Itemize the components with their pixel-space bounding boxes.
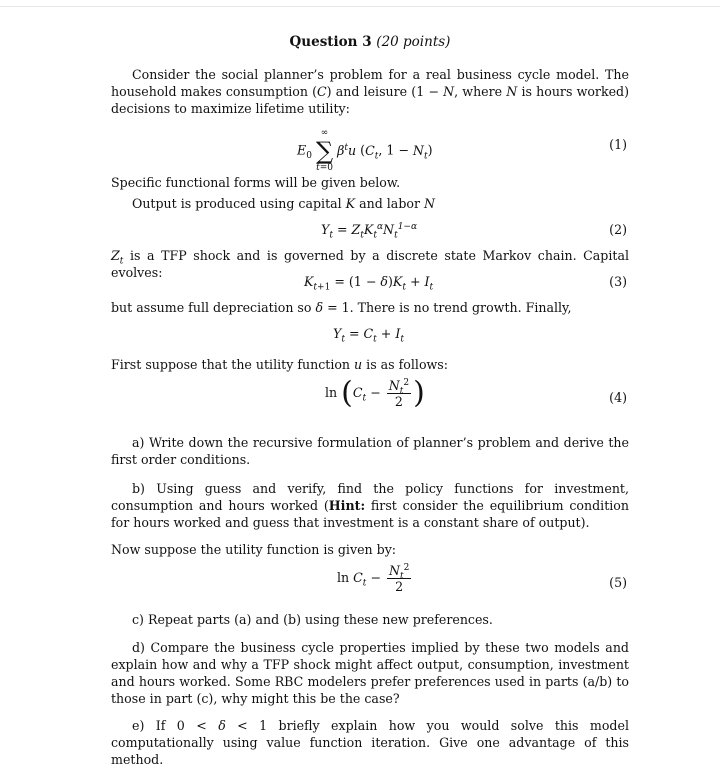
title-text: Question 3 xyxy=(289,34,372,50)
tfp-paragraph: $Z_t$ is a TFP shock and is governed by a discrete state Markov chain. Capital evolves: xyxy=(111,248,629,280)
part-d: d) Compare the business cycle properties implied by these two models and explain how and why a TFP shock might affect output, consumption, investment and hours worked. Some RBC modelers prefer preferences used in parts (a/b) to those in part (c), why might this be the case? xyxy=(111,640,629,706)
part-a: a) Write down the recursive formulation of planner’s problem and derive the first order conditions. xyxy=(111,435,629,467)
output-paragraph: Output is produced using capital K and labor N xyxy=(132,196,436,211)
equation-number-2: (2) xyxy=(609,222,627,237)
forms-paragraph: Specific functional forms will be given below. xyxy=(111,175,401,190)
depreciation-paragraph: but assume full depreciation so δ = 1. There is no trend growth. Finally, xyxy=(111,300,572,315)
equation-number-5: (5) xyxy=(609,575,627,590)
top-border xyxy=(0,6,720,7)
question-title xyxy=(111,34,629,51)
utility1-paragraph: First suppose that the utility function u is as follows: xyxy=(111,357,449,372)
part-e: e) If 0 < δ < 1 briefly explain how you would solve this model computationally using value function iteration. Give one advantage of this method. xyxy=(111,718,629,767)
equation-number-1: (1) xyxy=(609,137,627,152)
equation-number-4: (4) xyxy=(609,390,627,405)
equation-2: $Y_t = Z_tK_t^\alpha N_t^{1-\alpha}$ (2) xyxy=(321,221,627,241)
hint-label: Hint: xyxy=(328,498,366,513)
resource-constraint: $Y_t = C_t + I_t$ xyxy=(333,326,404,345)
equation-number-3: (3) xyxy=(609,274,627,289)
intro-paragraph: Consider the social planner’s problem for a real business cycle model. The household makes consumption (C) and leisure (1 − N, where N is hours worked) decisions to maximize lifetime utility: xyxy=(111,67,630,116)
part-b: b) Using guess and verify, find the policy functions for investment, consumption and hours worked (Hint: first consider the equilibrium condition for hours worked and guess that investment is a constant share of output). xyxy=(111,481,629,530)
title-points: (20 points) xyxy=(376,34,451,50)
equation-4: $\ln (C_t$ − $\frac{N_t^2}{2}$ ) (4) xyxy=(325,375,627,411)
part-c: c) Repeat parts (a) and (b) using these new preferences. xyxy=(132,612,493,627)
equation-3: $K_{t+1} = (1 - \delta)K_t + I_t$ (3) xyxy=(304,274,627,293)
utility2-paragraph: Now suppose the utility function is given by: xyxy=(111,542,397,557)
equation-1: $E_0$ ∞ ∑ t=0 $\beta^tu$ ($C_t$, $1 - N_t$) (1) xyxy=(297,128,627,173)
equation-5: $\ln C_t$ − $\frac{N_t^2}{2}$ (5) xyxy=(337,562,627,594)
